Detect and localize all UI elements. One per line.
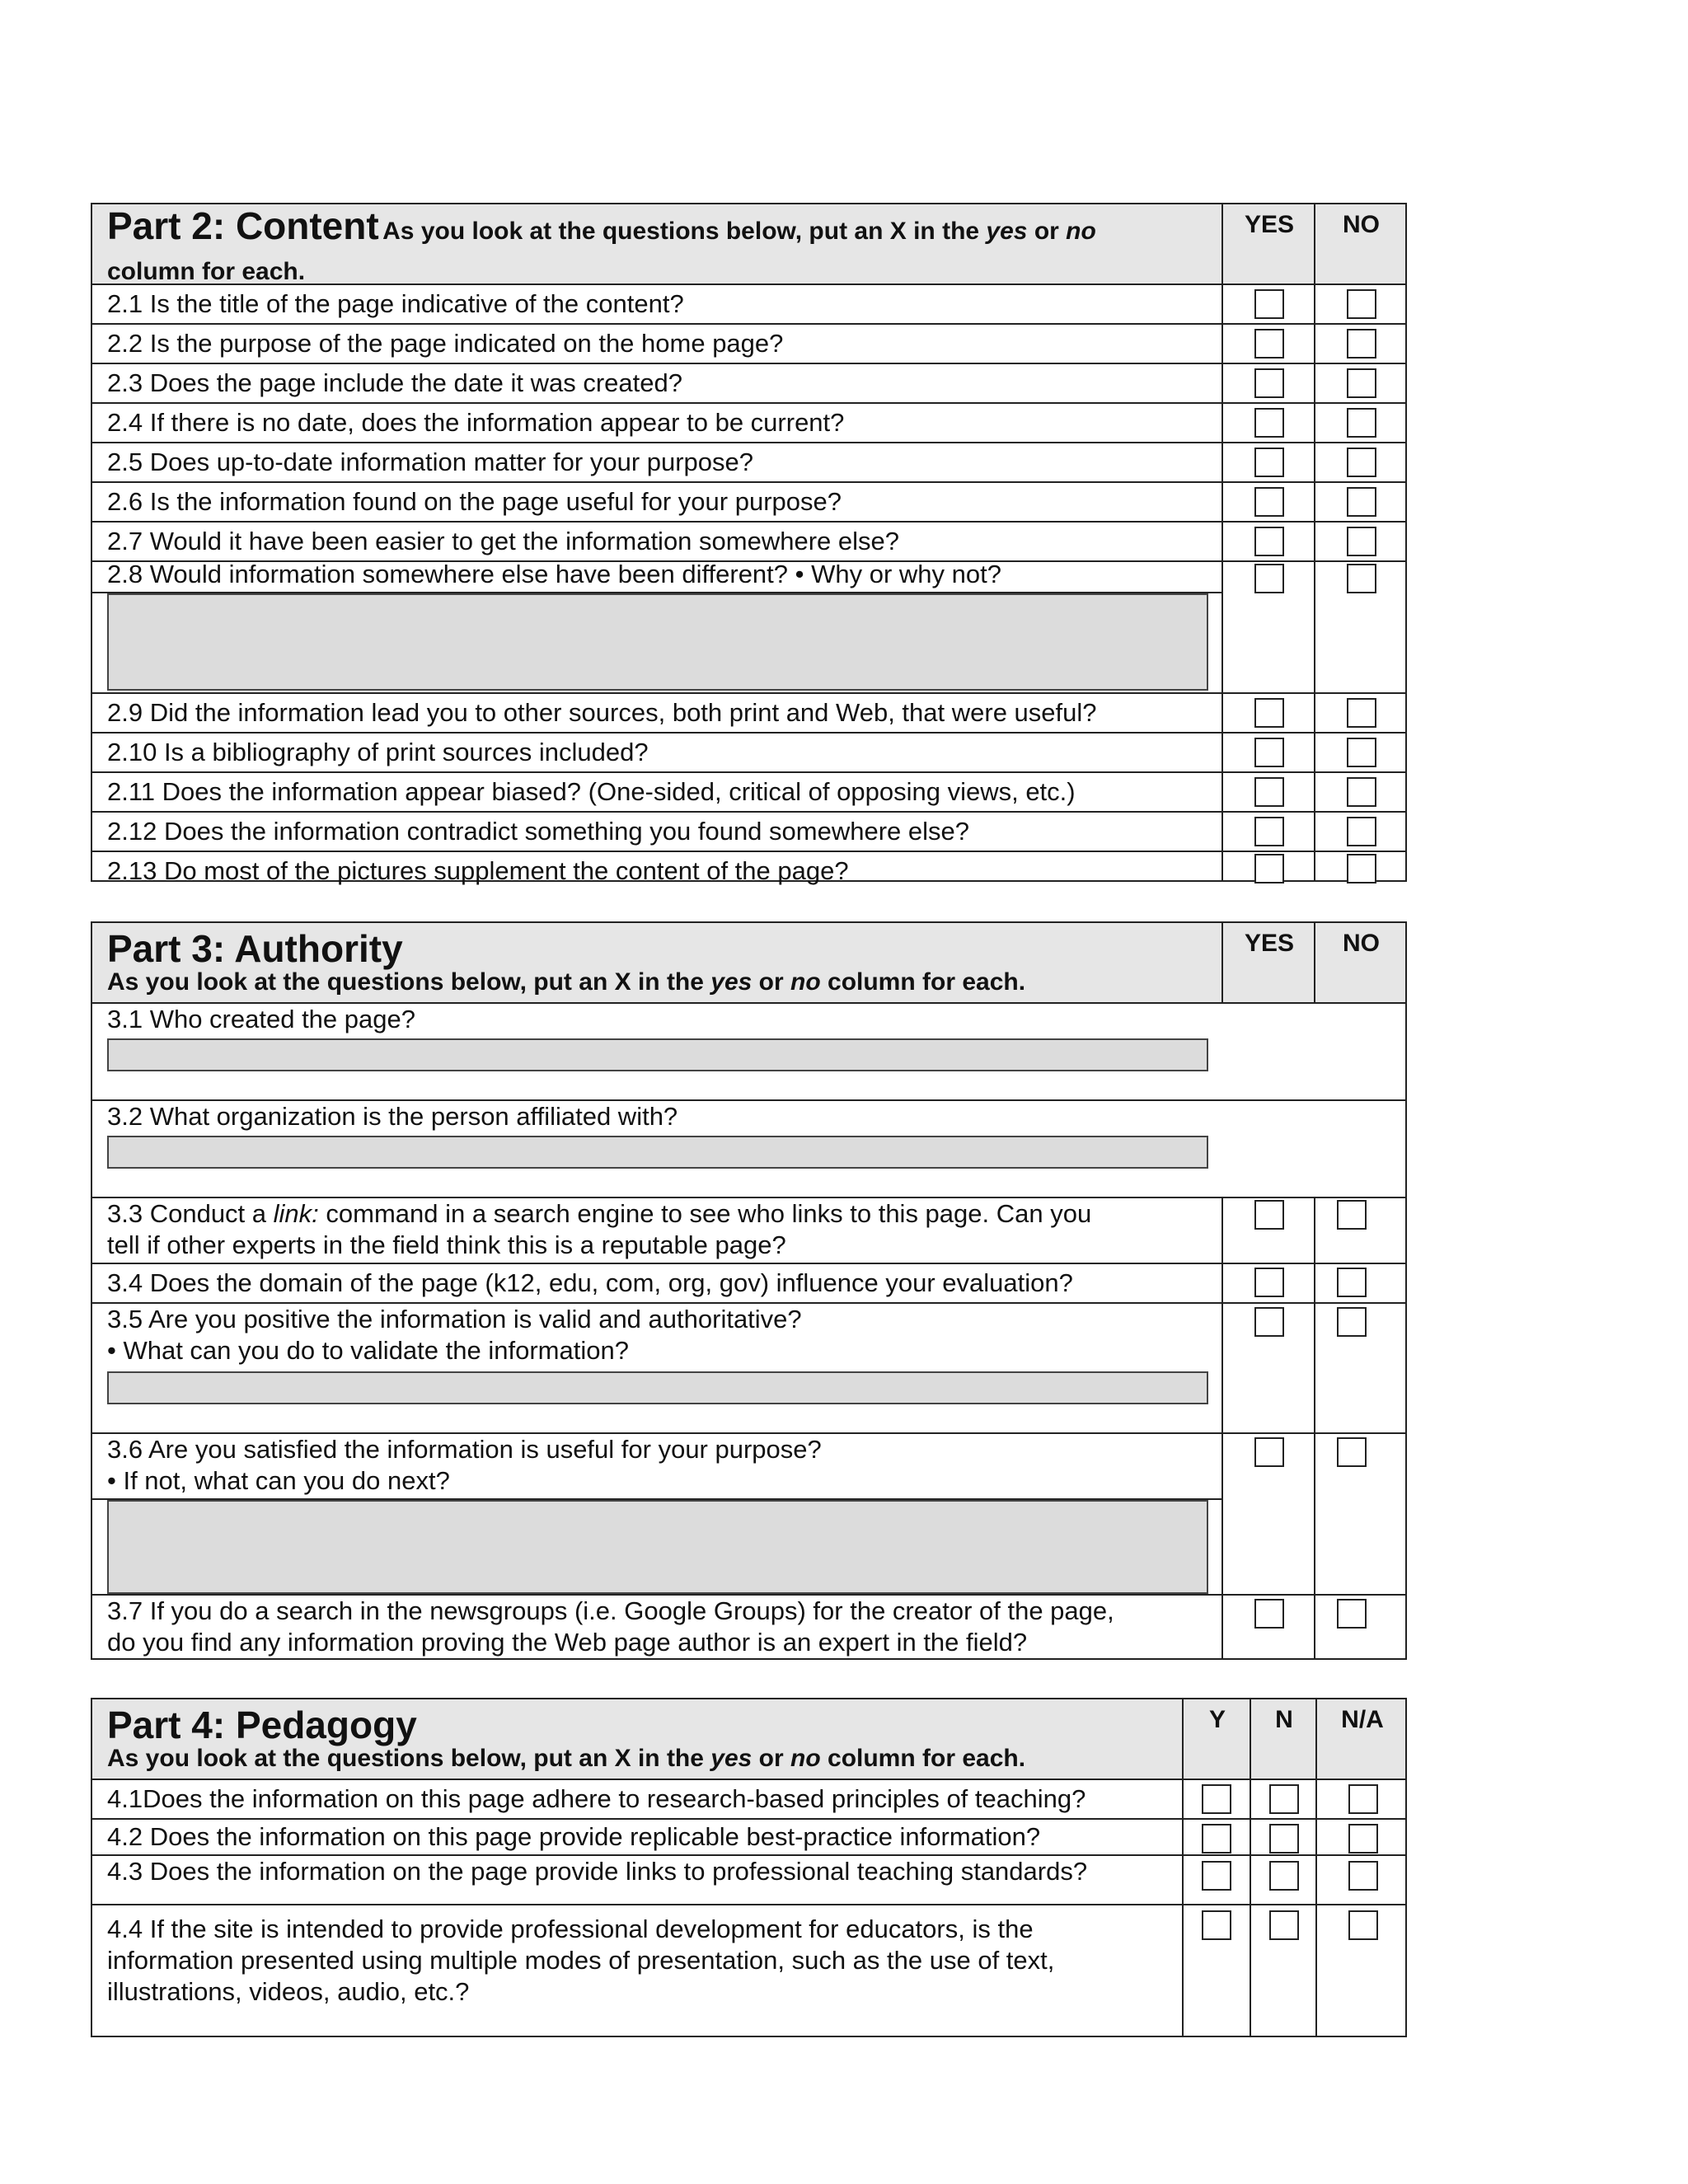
checkbox-y-4-4[interactable] — [1202, 1910, 1231, 1940]
table-row — [92, 1004, 1405, 1101]
checkbox-no-2-13[interactable] — [1347, 854, 1376, 883]
checkbox-yes-2-10[interactable] — [1254, 738, 1284, 767]
question-2-1: 2.1 Is the title of the page indicative of the content? — [107, 289, 684, 318]
part2-table — [91, 203, 1407, 885]
table-row — [92, 1434, 1405, 1596]
part4-col-na: N/A — [1341, 1706, 1384, 1733]
question-3-2: 3.2 What organization is the person affiliated with? — [107, 1102, 678, 1131]
part4-instruction: As you look at the questions below, put an X in the yes or no column for each. — [107, 1745, 1026, 1772]
question-3-4: 3.4 Does the domain of the page (k12, edu, com, org, gov) influence your evaluation? — [107, 1268, 1073, 1297]
question-2-12: 2.12 Does the information contradict something you found somewhere else? — [107, 817, 969, 846]
checkbox-yes-2-12[interactable] — [1254, 817, 1284, 846]
checkbox-no-2-3[interactable] — [1347, 368, 1376, 398]
table-row — [92, 1198, 1405, 1264]
table-row — [92, 523, 1405, 562]
part3-instruction: As you look at the questions below, put an X in the yes or no column for each. — [107, 968, 1026, 996]
checkbox-no-2-4[interactable] — [1347, 408, 1376, 438]
part4-table — [91, 1698, 1407, 2037]
question-3-5: 3.5 Are you positive the information is valid and authoritative? • What can you do to validate the information? — [107, 1305, 802, 1365]
checkbox-yes-3-6[interactable] — [1254, 1437, 1284, 1467]
question-4-2: 4.2 Does the information on this page provide replicable best-practice information? — [107, 1822, 1041, 1851]
question-2-4: 2.4 If there is no date, does the information appear to be current? — [107, 408, 845, 437]
part3-header — [92, 923, 1405, 1004]
checkbox-n-4-1[interactable] — [1269, 1784, 1299, 1814]
checkbox-yes-2-3[interactable] — [1254, 368, 1284, 398]
checkbox-n-4-3[interactable] — [1269, 1861, 1299, 1891]
checkbox-yes-2-1[interactable] — [1254, 289, 1284, 319]
checkbox-yes-2-2[interactable] — [1254, 329, 1284, 359]
checkbox-yes-2-6[interactable] — [1254, 487, 1284, 517]
column-divider — [1315, 1699, 1317, 2036]
checkbox-yes-2-4[interactable] — [1254, 408, 1284, 438]
column-divider — [1221, 1198, 1223, 1658]
column-divider — [1182, 1699, 1184, 2036]
checkbox-yes-2-11[interactable] — [1254, 777, 1284, 807]
question-4-3: 4.3 Does the information on the page provide links to professional teaching standards? — [107, 1857, 1088, 1886]
table-row — [92, 773, 1405, 813]
checkbox-na-4-4[interactable] — [1348, 1910, 1378, 1940]
checkbox-no-2-11[interactable] — [1347, 777, 1376, 807]
checkbox-yes-3-4[interactable] — [1254, 1268, 1284, 1297]
checkbox-no-3-7[interactable] — [1337, 1599, 1367, 1629]
checkbox-no-3-3[interactable] — [1337, 1200, 1367, 1230]
part3-table — [91, 921, 1407, 1660]
table-row — [92, 852, 1405, 885]
table-row — [92, 813, 1405, 852]
answer-field-3-2[interactable] — [107, 1136, 1208, 1169]
part2-heading — [107, 204, 1405, 294]
checkbox-yes-2-5[interactable] — [1254, 448, 1284, 477]
checkbox-yes-3-3[interactable] — [1254, 1200, 1284, 1230]
part4-col-n: N — [1275, 1706, 1293, 1733]
question-3-1: 3.1 Who created the page? — [107, 1005, 415, 1033]
question-2-3: 2.3 Does the page include the date it was created? — [107, 368, 682, 397]
part2-col-yes: YES — [1244, 211, 1295, 238]
part2-title: Part 2: Content — [107, 204, 379, 247]
column-divider — [1314, 1198, 1315, 1658]
table-row — [92, 1304, 1405, 1434]
checkbox-no-2-9[interactable] — [1347, 698, 1376, 728]
table-row — [92, 483, 1405, 523]
question-2-7: 2.7 Would it have been easier to get the information somewhere else? — [107, 527, 899, 555]
checkbox-no-2-7[interactable] — [1347, 527, 1376, 556]
table-row — [92, 562, 1405, 694]
answer-field-3-6[interactable] — [107, 1500, 1208, 1594]
table-row — [92, 1596, 1405, 1660]
checkbox-na-4-3[interactable] — [1348, 1861, 1378, 1891]
question-2-13: 2.13 Do most of the pictures supplement the content of the page? — [107, 856, 849, 885]
checkbox-n-4-2[interactable] — [1269, 1824, 1299, 1854]
part2-instruction-cont: column for each. — [107, 258, 306, 285]
checkbox-na-4-1[interactable] — [1348, 1784, 1378, 1814]
question-2-9: 2.9 Did the information lead you to other sources, both print and Web, that were useful? — [107, 698, 1097, 727]
checkbox-no-2-6[interactable] — [1347, 487, 1376, 517]
answer-field-2-8[interactable] — [107, 593, 1208, 691]
checkbox-no-2-2[interactable] — [1347, 329, 1376, 359]
column-divider — [1221, 204, 1223, 880]
part4-header — [92, 1699, 1405, 1780]
question-3-3: 3.3 Conduct a link: command in a search engine to see who links to this page. Can you tell if other experts in the field think this is a reputable page? — [107, 1199, 1092, 1259]
question-2-5: 2.5 Does up-to-date information matter for your purpose? — [107, 448, 754, 476]
table-row — [92, 285, 1405, 325]
table-row — [92, 733, 1405, 773]
part4-title: Part 4: Pedagogy — [107, 1704, 417, 1746]
column-divider — [1314, 923, 1315, 1004]
checkbox-yes-2-8[interactable] — [1254, 564, 1284, 593]
part3-title: Part 3: Authority — [107, 927, 403, 970]
table-row — [92, 364, 1405, 404]
part2-instruction: As you look at the questions below, put an X in the yes or no — [382, 218, 1096, 245]
question-4-1: 4.1Does the information on this page adhere to research-based principles of teaching? — [107, 1784, 1086, 1813]
checkbox-yes-3-7[interactable] — [1254, 1599, 1284, 1629]
checkbox-yes-2-13[interactable] — [1254, 854, 1284, 883]
checkbox-y-4-3[interactable] — [1202, 1861, 1231, 1891]
answer-field-3-5[interactable] — [107, 1371, 1208, 1404]
column-divider — [1314, 204, 1315, 880]
part4-col-y: Y — [1208, 1706, 1226, 1733]
question-2-10: 2.10 Is a bibliography of print sources included? — [107, 738, 649, 766]
question-3-6: 3.6 Are you satisfied the information is useful for your purpose? • If not, what can you do next? — [107, 1435, 822, 1495]
question-3-7: 3.7 If you do a search in the newsgroups (i.e. Google Groups) for the creator of the page, do you find any information proving the Web page author is an expert in the field? — [107, 1596, 1114, 1657]
checkbox-no-2-10[interactable] — [1347, 738, 1376, 767]
checkbox-na-4-2[interactable] — [1348, 1824, 1378, 1854]
table-row — [92, 325, 1405, 364]
answer-field-3-1[interactable] — [107, 1038, 1208, 1071]
checkbox-no-2-12[interactable] — [1347, 817, 1376, 846]
checkbox-no-3-5[interactable] — [1337, 1307, 1367, 1337]
checkbox-n-4-4[interactable] — [1269, 1910, 1299, 1940]
question-4-4: 4.4 If the site is intended to provide professional development for educators, is the information presented using multiple modes of presentation, such as the use of text, illustrations, videos, audio, etc.? — [107, 1915, 1055, 2006]
table-row — [92, 694, 1405, 733]
part2-header — [92, 204, 1405, 285]
checkbox-no-3-4[interactable] — [1337, 1268, 1367, 1297]
table-row — [92, 1264, 1405, 1304]
checkbox-no-2-1[interactable] — [1347, 289, 1376, 319]
question-2-8: 2.8 Would information somewhere else have been different? • Why or why not? — [107, 560, 1001, 588]
checkbox-no-3-6[interactable] — [1337, 1437, 1367, 1467]
table-row — [92, 404, 1405, 443]
question-2-2: 2.2 Is the purpose of the page indicated on the home page? — [107, 329, 784, 358]
checkbox-yes-2-7[interactable] — [1254, 527, 1284, 556]
checkbox-no-2-8[interactable] — [1347, 564, 1376, 593]
part3-col-no: NO — [1343, 930, 1380, 957]
column-divider — [1250, 1699, 1251, 2036]
table-row — [92, 443, 1405, 483]
checkbox-y-4-2[interactable] — [1202, 1824, 1231, 1854]
part3-col-yes: YES — [1244, 930, 1295, 957]
part2-col-no: NO — [1343, 211, 1380, 238]
checkbox-yes-3-5[interactable] — [1254, 1307, 1284, 1337]
question-2-11: 2.11 Does the information appear biased? (One-sided, critical of opposing views, etc.) — [107, 777, 1076, 806]
checkbox-yes-2-9[interactable] — [1254, 698, 1284, 728]
question-2-6: 2.6 Is the information found on the page useful for your purpose? — [107, 487, 842, 516]
checkbox-no-2-5[interactable] — [1347, 448, 1376, 477]
column-divider — [1221, 923, 1223, 1004]
table-row — [92, 1101, 1405, 1198]
checkbox-y-4-1[interactable] — [1202, 1784, 1231, 1814]
